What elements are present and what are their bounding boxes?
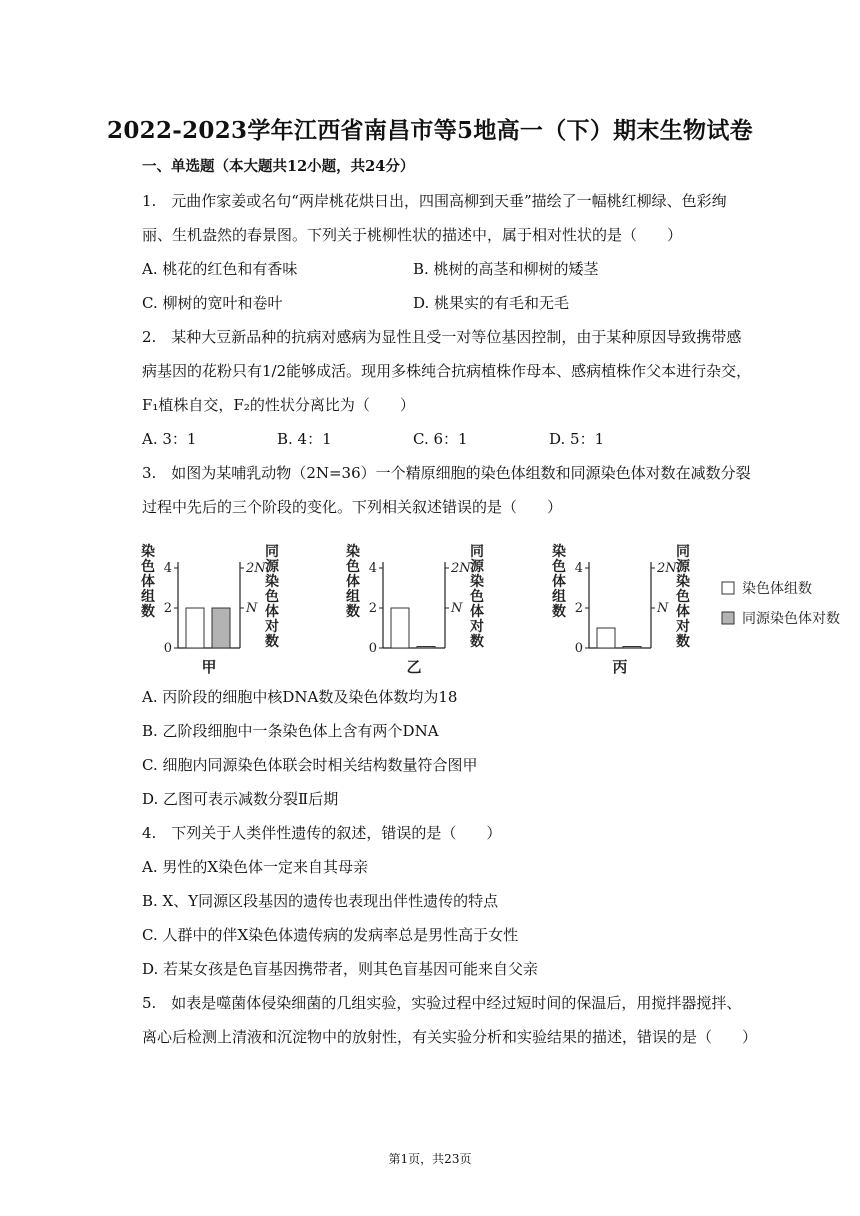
q2-option-d: D. 5：1 (549, 430, 605, 448)
bar-charts-svg (138, 540, 860, 680)
q2-line-2: 病基因的花粉只有1/2能够成活。现用多株纯合抗病植株作母本、感病植株作父本进行杂交， (142, 362, 752, 380)
q3-line-2: 过程中先后的三个阶段的变化。下列相关叙述错误的是（ ） (142, 498, 563, 516)
q3-option-b: B. 乙阶段细胞中一条染色体上含有两个DNA (142, 722, 439, 740)
left-tick-label: 2 (368, 601, 377, 616)
q2-option-c: C. 6：1 (413, 430, 468, 448)
left-axis-label: 染色体组数 (552, 544, 566, 620)
right-tick-label: N (657, 601, 669, 616)
q2-line-3: F₁植株自交，F₂的性状分离比为（ ） (142, 396, 415, 414)
q1-option-b: B. 桃树的高茎和柳树的矮茎 (413, 260, 599, 278)
q1-line-2: 丽、生机盎然的春景图。下列关于桃柳性状的描述中，属于相对性状的是（ ） (142, 226, 683, 244)
right-tick-label: 2N (246, 561, 266, 576)
q3-line-1: 3. 如图为某哺乳动物（2N=36）一个精原细胞的染色体组数和同源染色体对数在减数分裂 (142, 464, 751, 482)
bar-homologous-pairs (212, 608, 230, 648)
q5-line-1: 5. 如表是噬菌体侵染细菌的几组实验，实验过程中经过短时间的保温后，用搅拌器搅拌、 (142, 994, 742, 1012)
bar-chromosome-sets (186, 608, 204, 648)
panel-caption: 乙 (406, 658, 422, 676)
legend-label-pairs: 同源染色体对数 (742, 611, 840, 627)
legend-swatch-pairs (722, 612, 734, 624)
q3-option-c: C. 细胞内同源染色体联会时相关结构数量符合图甲 (142, 756, 478, 774)
left-tick-label: 4 (368, 561, 377, 576)
q1-option-c: C. 柳树的宽叶和卷叶 (142, 294, 283, 312)
right-tick-label: 2N (451, 561, 471, 576)
left-tick-label: 0 (368, 641, 377, 656)
meiosis-bar-figure (138, 540, 860, 680)
page-footer: 第1页，共23页 (388, 1152, 472, 1166)
bar-chromosome-sets (597, 628, 615, 648)
right-axis-label: 同源染色体对数 (676, 544, 690, 650)
q4-option-b: B. X、Y同源区段基因的遗传也表现出伴性遗传的特点 (142, 892, 499, 910)
bar-homologous-pairs (417, 647, 435, 649)
right-tick-label: N (451, 601, 463, 616)
left-tick-label: 2 (574, 601, 583, 616)
q1-line-1: 1. 元曲作家姜或名句“两岸桃花烘日出，四围高柳到天垂”描绘了一幅桃红柳绿、色彩绚 (142, 192, 727, 210)
left-tick-label: 4 (163, 561, 172, 576)
bar-homologous-pairs (623, 647, 641, 649)
left-tick-label: 0 (163, 641, 172, 656)
q4-option-c: C. 人群中的伴X染色体遗传病的发病率总是男性高于女性 (142, 926, 519, 944)
q1-option-d: D. 桃果实的有毛和无毛 (413, 294, 570, 312)
q4-line-1: 4. 下列关于人类伴性遗传的叙述，错误的是（ ） (142, 824, 502, 842)
q4-option-d: D. 若某女孩是色盲基因携带者，则其色盲基因可能来自父亲 (142, 960, 539, 978)
right-axis-label: 同源染色体对数 (265, 544, 279, 650)
left-tick-label: 2 (163, 601, 172, 616)
q2-option-b: B. 4：1 (277, 430, 332, 448)
q5-line-2: 离心后检测上清液和沉淀物中的放射性，有关实验分析和实验结果的描述，错误的是（ ） (142, 1028, 758, 1046)
left-axis-label: 染色体组数 (346, 544, 360, 620)
left-tick-label: 4 (574, 561, 583, 576)
q2-option-a: A. 3：1 (142, 430, 197, 448)
q3-option-a: A. 丙阶段的细胞中核DNA数及染色体数均为18 (142, 688, 458, 706)
q2-line-1: 2. 某种大豆新品种的抗病对感病为显性且受一对等位基因控制，由于某种原因导致携带感 (142, 328, 742, 346)
right-tick-label: 2N (657, 561, 677, 576)
q4-option-a: A. 男性的X染色体一定来自其母亲 (142, 858, 369, 876)
left-tick-label: 0 (574, 641, 583, 656)
page-title: 2022-2023学年江西省南昌市等5地高一（下）期末生物试卷 (107, 117, 753, 144)
bar-chromosome-sets (391, 608, 409, 648)
right-tick-label: N (246, 601, 258, 616)
panel-caption: 丙 (612, 658, 628, 676)
legend-label-sets: 染色体组数 (742, 581, 812, 597)
right-axis-label: 同源染色体对数 (470, 544, 484, 650)
q1-option-a: A. 桃花的红色和有香味 (142, 260, 298, 278)
legend-swatch-sets (722, 582, 734, 594)
panel-caption: 甲 (201, 658, 217, 676)
left-axis-label: 染色体组数 (141, 544, 155, 620)
q3-option-d: D. 乙图可表示减数分裂Ⅱ后期 (142, 790, 339, 808)
section-heading: 一、单选题（本大题共12小题，共24分） (142, 158, 415, 175)
